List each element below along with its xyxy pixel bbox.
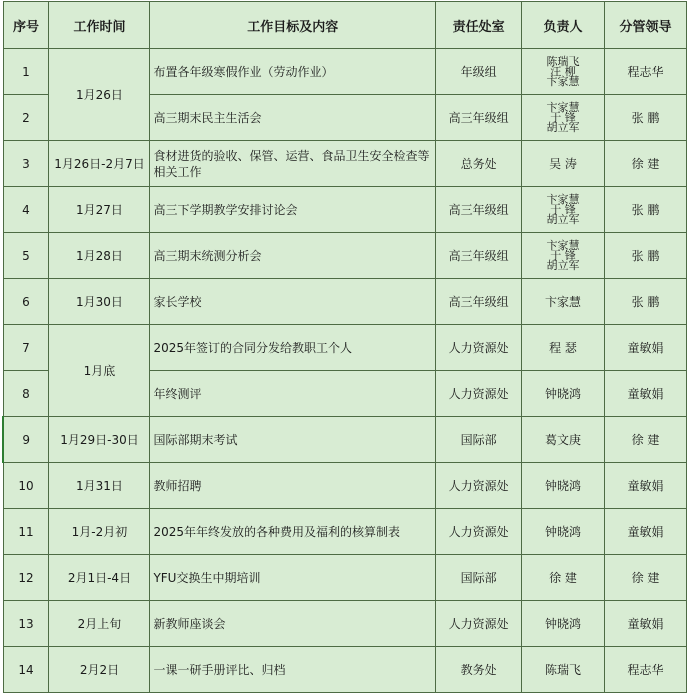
cell-no[interactable]: 1 <box>3 49 49 95</box>
cell-content[interactable]: 布置各年级寒假作业（劳动作业） <box>150 49 436 95</box>
cell-leader[interactable]: 程志华 <box>604 49 686 95</box>
cell-leader[interactable]: 童敏娟 <box>604 371 686 417</box>
owner-name: 胡立军 <box>546 120 580 134</box>
cell-no[interactable]: 7 <box>3 325 49 371</box>
cell-owner[interactable] <box>522 463 605 509</box>
cell-owner[interactable] <box>522 509 605 555</box>
cell-time[interactable]: 1月28日 <box>49 233 150 279</box>
cell-time[interactable]: 1月-2月初 <box>49 509 150 555</box>
owner-name: 钟晓鸿 <box>545 525 582 539</box>
table-row <box>3 49 687 95</box>
cell-content[interactable]: 高三期末民主生活会 <box>150 95 436 141</box>
cell-no[interactable]: 4 <box>3 187 49 233</box>
owner-name: 于 锋 <box>550 110 576 124</box>
owner-name: 卞家慧 <box>546 192 580 206</box>
cell-time[interactable]: 1月26日-2月7日 <box>49 141 150 187</box>
owner-name: 于 锋 <box>550 248 576 262</box>
table-row <box>3 233 687 279</box>
cell-time[interactable]: 1月31日 <box>49 463 150 509</box>
cell-no[interactable]: 3 <box>3 141 49 187</box>
cell-owner[interactable] <box>522 95 605 141</box>
cell-content[interactable]: 2025年签订的合同分发给教职工个人 <box>150 325 436 371</box>
owner-name: 卞家慧 <box>546 100 580 114</box>
cell-no[interactable]: 14 <box>3 647 49 693</box>
cell-leader[interactable]: 童敏娟 <box>604 463 686 509</box>
cell-dept[interactable]: 国际部 <box>436 417 522 463</box>
cell-leader[interactable]: 徐 建 <box>604 141 686 187</box>
cell-leader[interactable]: 童敏娟 <box>604 509 686 555</box>
cell-no[interactable]: 2 <box>3 95 49 141</box>
cell-content[interactable]: 高三下学期教学安排讨论会 <box>150 187 436 233</box>
owner-name: 陈瑞飞 <box>546 54 580 68</box>
table-row <box>3 187 687 233</box>
cell-owner[interactable] <box>522 49 605 95</box>
cell-dept[interactable]: 人力资源处 <box>436 509 522 555</box>
cell-dept[interactable]: 人力资源处 <box>436 371 522 417</box>
owner-name: 胡立军 <box>546 212 580 226</box>
owner-name: 钟晓鸿 <box>545 617 582 631</box>
owner-name: 胡立军 <box>546 258 580 272</box>
cell-content[interactable]: 食材进货的验收、保管、运营、食品卫生安全检查等相关工作 <box>150 141 436 187</box>
cell-dept[interactable]: 高三年级组 <box>436 187 522 233</box>
cell-no[interactable]: 8 <box>3 371 49 417</box>
cell-dept[interactable]: 高三年级组 <box>436 279 522 325</box>
cell-no[interactable]: 5 <box>3 233 49 279</box>
cell-leader[interactable]: 张 鹏 <box>604 279 686 325</box>
cell-dept[interactable]: 人力资源处 <box>436 463 522 509</box>
owner-name: 程 瑟 <box>549 341 577 355</box>
owner-name: 徐 建 <box>549 571 577 585</box>
cell-no[interactable]: 9 <box>3 417 49 463</box>
cell-dept[interactable]: 国际部 <box>436 555 522 601</box>
header-row <box>3 2 687 49</box>
cell-dept[interactable]: 年级组 <box>436 49 522 95</box>
cell-owner[interactable] <box>522 647 605 693</box>
owner-name: 汪 柳 <box>550 64 576 78</box>
cell-content[interactable]: YFU交换生中期培训 <box>150 555 436 601</box>
cell-no[interactable]: 10 <box>3 463 49 509</box>
cell-content[interactable]: 年终测评 <box>150 371 436 417</box>
cell-time[interactable]: 1月底 <box>49 325 150 417</box>
cell-no[interactable]: 11 <box>3 509 49 555</box>
cell-time[interactable]: 1月30日 <box>49 279 150 325</box>
cell-leader[interactable]: 徐 建 <box>604 417 686 463</box>
cell-owner[interactable] <box>522 417 605 463</box>
table-row <box>3 279 687 325</box>
cell-leader[interactable]: 张 鹏 <box>604 95 686 141</box>
owner-name: 钟晓鸿 <box>545 387 582 401</box>
header-leader[interactable]: 分管领导 <box>604 2 686 49</box>
owner-name: 吴 涛 <box>549 157 577 171</box>
table-row <box>3 141 687 187</box>
cell-leader[interactable]: 童敏娟 <box>604 601 686 647</box>
cell-time[interactable]: 2月上旬 <box>49 601 150 647</box>
cell-content[interactable]: 教师招聘 <box>150 463 436 509</box>
cell-dept[interactable]: 总务处 <box>436 141 522 187</box>
cell-owner[interactable] <box>522 279 605 325</box>
cell-time[interactable]: 2月1日-4日 <box>49 555 150 601</box>
owner-name: 钟晓鸿 <box>545 479 582 493</box>
cell-dept[interactable]: 人力资源处 <box>436 601 522 647</box>
cell-owner[interactable] <box>522 555 605 601</box>
table-row <box>3 647 687 693</box>
header-dept[interactable]: 责任处室 <box>436 2 522 49</box>
cell-content[interactable]: 一课一研手册评比、归档 <box>150 647 436 693</box>
cell-owner[interactable] <box>522 601 605 647</box>
cell-owner[interactable] <box>522 233 605 279</box>
header-time[interactable]: 工作时间 <box>49 2 150 49</box>
cell-no[interactable]: 13 <box>3 601 49 647</box>
cell-leader[interactable]: 张 鹏 <box>604 187 686 233</box>
cell-dept[interactable]: 人力资源处 <box>436 325 522 371</box>
cell-content[interactable]: 新教师座谈会 <box>150 601 436 647</box>
schedule-table <box>2 1 687 693</box>
cell-time[interactable]: 2月2日 <box>49 647 150 693</box>
table-row <box>3 555 687 601</box>
table-row <box>3 509 687 555</box>
cell-owner[interactable] <box>522 371 605 417</box>
cell-no[interactable]: 6 <box>3 279 49 325</box>
cell-no[interactable]: 12 <box>3 555 49 601</box>
cell-time[interactable]: 1月26日 <box>49 49 150 141</box>
owner-name: 卞家慧 <box>545 295 582 309</box>
cell-owner[interactable] <box>522 187 605 233</box>
cell-dept[interactable]: 高三年级组 <box>436 233 522 279</box>
table-row <box>3 325 687 371</box>
cell-content[interactable]: 国际部期末考试 <box>150 417 436 463</box>
cell-leader[interactable]: 张 鹏 <box>604 233 686 279</box>
cell-owner[interactable] <box>522 141 605 187</box>
table-row <box>3 417 687 463</box>
cell-leader[interactable]: 童敏娟 <box>604 325 686 371</box>
header-no[interactable]: 序号 <box>3 2 49 49</box>
owner-name: 于 锋 <box>550 202 576 216</box>
cell-content[interactable]: 2025年年终发放的各种费用及福利的核算制表 <box>150 509 436 555</box>
owner-name: 卞家慧 <box>546 74 580 88</box>
cell-owner[interactable] <box>522 325 605 371</box>
table-row <box>3 601 687 647</box>
owner-name: 葛文庚 <box>545 433 582 447</box>
table-row <box>3 463 687 509</box>
header-owner[interactable]: 负责人 <box>522 2 605 49</box>
cell-dept[interactable]: 教务处 <box>436 647 522 693</box>
owner-name: 卞家慧 <box>546 238 580 252</box>
cell-time[interactable]: 1月29日-30日 <box>49 417 150 463</box>
owner-name: 陈瑞飞 <box>545 663 582 677</box>
cell-content[interactable]: 家长学校 <box>150 279 436 325</box>
header-content[interactable]: 工作目标及内容 <box>150 2 436 49</box>
cell-leader[interactable]: 徐 建 <box>604 555 686 601</box>
cell-time[interactable]: 1月27日 <box>49 187 150 233</box>
cell-dept[interactable]: 高三年级组 <box>436 95 522 141</box>
cell-leader[interactable]: 程志华 <box>604 647 686 693</box>
cell-content[interactable]: 高三期末统测分析会 <box>150 233 436 279</box>
